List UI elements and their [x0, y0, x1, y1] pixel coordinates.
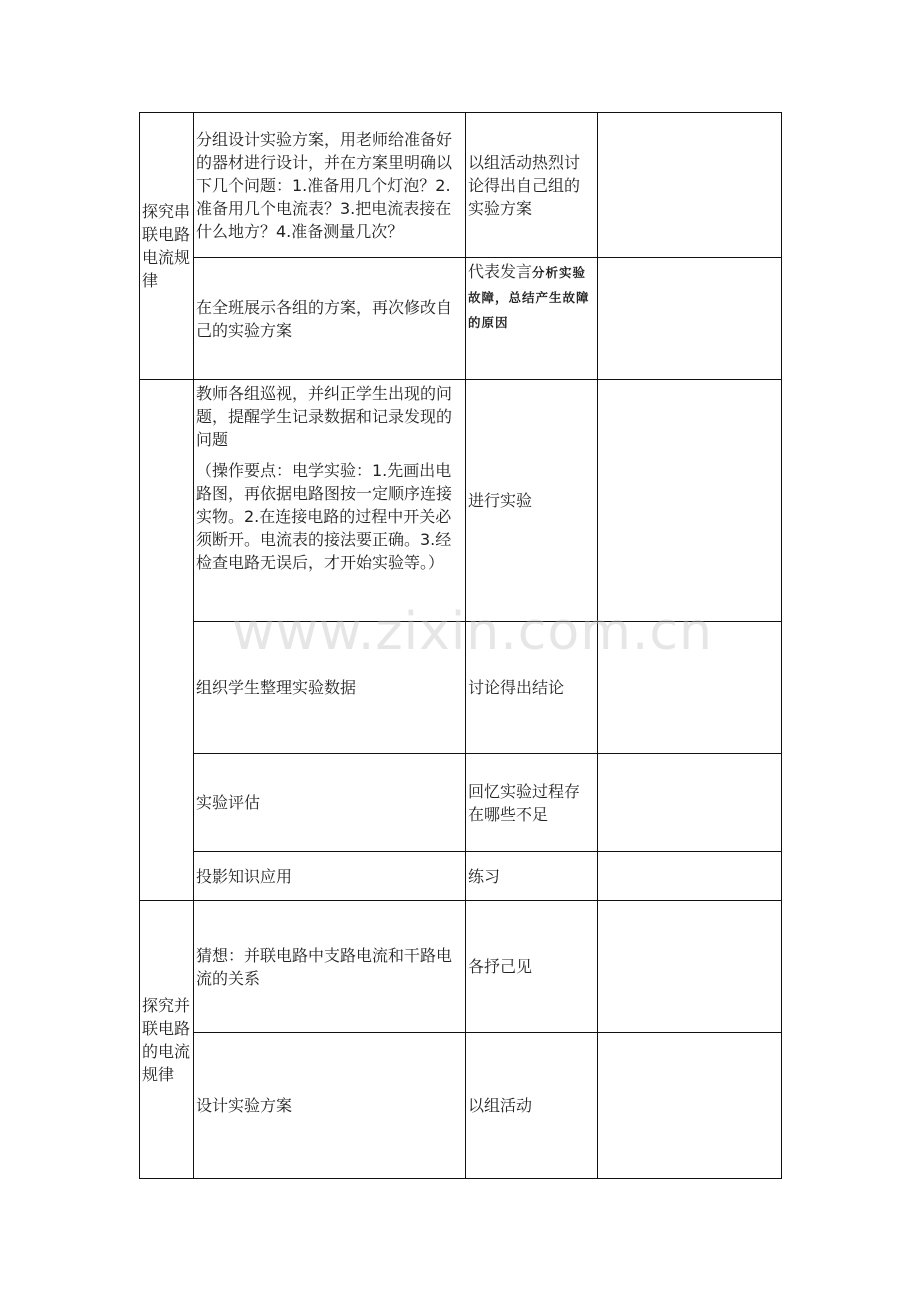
student-activity-analysis: 分析实验故障，总结产生故障的原因 [468, 265, 590, 330]
teacher-activity: 分组设计实验方案，用老师给准备好的器材进行设计，并在方案里明确以下几个问题：1.准备用几个灯泡？2.准备用几个电流表？3.把电流表接在什么地方？4.准备测量几次？ [194, 113, 466, 258]
table-row [140, 852, 782, 901]
notes-cell [598, 754, 782, 852]
student-activity: 回忆实验过程存在哪些不足 [466, 754, 598, 852]
table-row [140, 113, 782, 258]
section-parallel-current: 探究并联电路的电流规律 [140, 901, 194, 1179]
notes-cell [598, 380, 782, 622]
teacher-activity-key-points: （操作要点：电学实验：1.先画出电路图，再依据电路图按一定顺序连接实物。2.在连接电路的过程中开关必须断开。电流表的接法要正确。3.经检查电路无误后，才开始实验等。） [196, 461, 453, 572]
notes-cell [598, 113, 782, 258]
table-row [140, 622, 782, 754]
teacher-activity: 在全班展示各组的方案，再次修改自己的实验方案 [194, 258, 466, 380]
notes-cell [598, 258, 782, 380]
table-row [140, 258, 782, 380]
student-activity-speech: 代表发言 [468, 262, 533, 281]
teacher-activity: 设计实验方案 [194, 1033, 466, 1179]
notes-cell [598, 622, 782, 754]
teacher-activity: 实验评估 [194, 754, 466, 852]
notes-cell [598, 901, 782, 1033]
student-activity: 以组活动热烈讨论得出自己组的实验方案 [466, 113, 598, 258]
student-activity: 各抒己见 [466, 901, 598, 1033]
lesson-plan-table [139, 112, 782, 1179]
table-row [140, 1033, 782, 1179]
teacher-activity: 投影知识应用 [194, 852, 466, 901]
table-row [140, 380, 782, 622]
student-activity: 以组活动 [466, 1033, 598, 1179]
table-row [140, 901, 782, 1033]
student-activity: 练习 [466, 852, 598, 901]
section-blank [140, 380, 194, 901]
teacher-activity: 组织学生整理实验数据 [194, 622, 466, 754]
notes-cell [598, 1033, 782, 1179]
notes-cell [598, 852, 782, 901]
teacher-activity: 猜想：并联电路中支路电流和干路电流的关系 [194, 901, 466, 1033]
student-activity [466, 258, 598, 380]
section-series-current: 探究串联电路电流规律 [140, 113, 194, 380]
teacher-activity [194, 380, 466, 622]
watermark: www.zixin.com.cn [232, 602, 713, 662]
teacher-activity-patrol: 教师各组巡视，并纠正学生出现的问题，提醒学生记录数据和记录发现的问题 [196, 384, 453, 449]
student-activity: 进行实验 [466, 380, 598, 622]
table-row [140, 754, 782, 852]
student-activity: 讨论得出结论 [466, 622, 598, 754]
